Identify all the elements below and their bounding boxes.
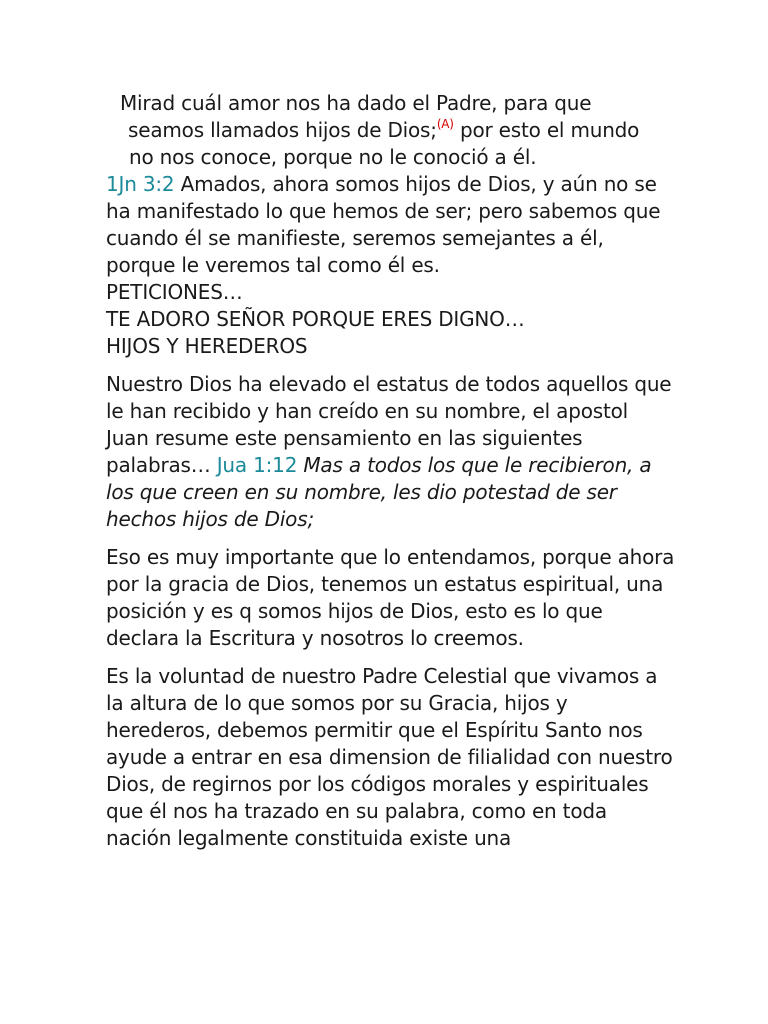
paragraph-1-text: Nuestro Dios ha elevado el estatus de todos aquellos que le han recibido y han creído en su nombre, el apostol Juan resume este pensamiento en las siguientes palabras… <box>106 372 672 477</box>
heading-peticiones: PETICIONES… <box>106 280 243 304</box>
quote-line-1: Mirad cuál amor nos ha dado el Padre, para que <box>120 91 592 115</box>
quote-line-2-end: por esto el mundo <box>453 118 640 142</box>
scripture-quote-block <box>106 90 676 171</box>
document-page <box>106 90 676 852</box>
heading-adoracion: TE ADORO SEÑOR PORQUE ERES DIGNO… <box>106 307 525 331</box>
verse-paragraph <box>106 171 676 279</box>
quote-line-3: no nos conoce, porque no le conoció a él. <box>129 145 537 169</box>
footnote-marker[interactable]: (A) <box>436 117 454 131</box>
section-title: HIJOS Y HEREDEROS <box>106 334 308 358</box>
john-quote: Mas a todos los que le recibieron, a los que creen en su nombre, les dio potestad de ser hechos hijos de Dios; <box>106 453 652 531</box>
body-paragraph-2: Eso es muy importante que lo entendamos, porque ahora por la gracia de Dios, tenemos un estatus espiritual, una posición y es q somos hijos de Dios, esto es lo que declara la Escritura y nosotros lo creemos. <box>106 545 675 650</box>
body-paragraph-3: Es la voluntad de nuestro Padre Celestial que vivamos a la altura de lo que somos por su Gracia, hijos y herederos, debemos permitir que el Espíritu Santo nos ayude a entrar en esa dimension de filialidad con nuestro Dios, de regirnos por los códigos morales y espirituales que él nos ha trazado en su palabra, como en toda nación legalmente constituida existe una <box>106 664 673 850</box>
verse-reference-link[interactable]: 1Jn 3:2 <box>106 172 175 196</box>
body-paragraph-1 <box>106 371 676 533</box>
verse-text: Amados, ahora somos hijos de Dios, y aún no se ha manifestado lo que hemos de ser; pero sabemos que cuando él se manifieste, seremos semejantes a él, porque le veremos tal como él es. <box>106 172 661 277</box>
quote-line-2-text: seamos llamados hijos de Dios; <box>128 118 437 142</box>
quote-line-2 <box>106 117 676 144</box>
john-reference-link[interactable]: Jua 1:12 <box>216 453 298 477</box>
